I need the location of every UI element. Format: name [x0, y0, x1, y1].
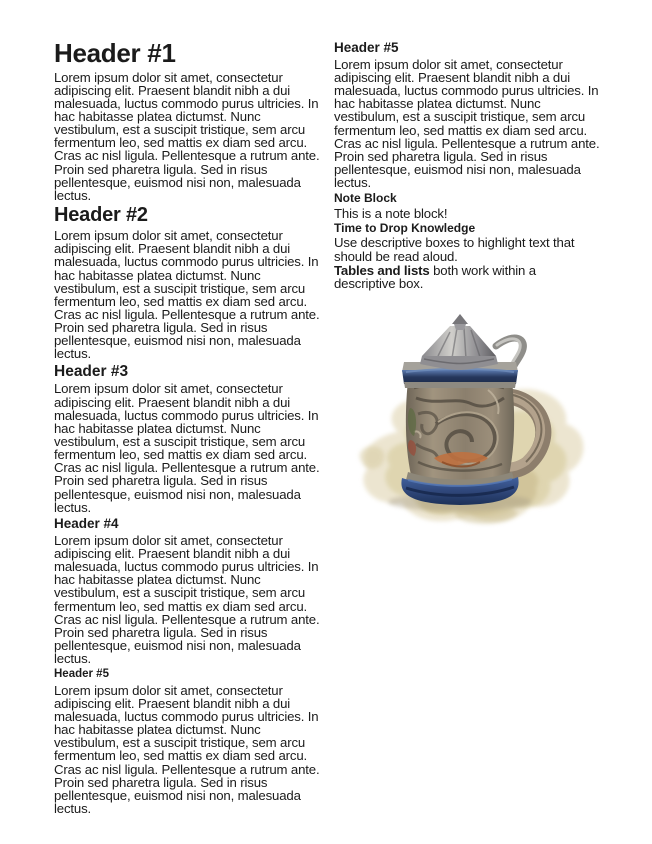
stein-body [406, 380, 514, 482]
tables-and-lists-line [334, 264, 600, 290]
knowledge-heading: Time to Drop Knowledge [334, 221, 476, 235]
header-5-title: Header #5 [54, 668, 109, 681]
right-header-paragraph: Lorem ipsum dolor sit amet, consectetur adipiscing elit. Praesent blandit nibh a dui malesuada, luctus commodo purus ultricies. In hac habitasse platea dictumst. Nunc vestibulum, est a suscipit tristique, sem arcu fermentum leo, sed mattis ex diam sed arcu. Cras ac nisl ligula. Pellentesque a rutrum ante. Proin sed pharetra ligula. Sed in risus pellentesque, euismod nisi non, malesuada lectus. [334, 56, 600, 191]
note-block-heading: Note Block [334, 191, 397, 206]
tables-and-lists-rest: both work within a descriptive box. [334, 262, 536, 291]
beer-stein-illustration [338, 312, 596, 539]
knowledge-section [334, 222, 600, 290]
header-1-title: Header #1 [54, 38, 176, 68]
lid-finial [452, 314, 468, 324]
tables-and-lists-bold: Tables and lists [334, 262, 430, 278]
knowledge-text: Use descriptive boxes to highlight text that should be read aloud. [334, 235, 575, 264]
right-column [334, 40, 600, 818]
right-header-title: Header #5 [334, 40, 399, 55]
header-4-paragraph: Lorem ipsum dolor sit amet, consectetur adipiscing elit. Praesent blandit nibh a dui malesuada, luctus commodo purus ultricies. In hac habitasse platea dictumst. Nunc vestibulum, est a suscipit tristique, sem arcu fermentum leo, sed mattis ex diam sed arcu. Cras ac nisl ligula. Pellentesque a rutrum ante. Proin sed pharetra ligula. Sed in risus pellentesque, euismod nisi non, malesuada lectus. [54, 532, 320, 667]
header-4-title: Header #4 [54, 515, 119, 531]
stein-lid [420, 314, 498, 370]
header-5-paragraph: Lorem ipsum dolor sit amet, consectetur adipiscing elit. Praesent blandit nibh a dui malesuada, luctus commodo purus ultricies. In hac habitasse platea dictumst. Nunc vestibulum, est a suscipit tristique, sem arcu fermentum leo, sed mattis ex diam sed arcu. Cras ac nisl ligula. Pellentesque a rutrum ante. Proin sed pharetra ligula. Sed in risus pellentesque, euismod nisi non, malesuada lectus. [54, 682, 320, 816]
section-header-1 [54, 40, 320, 202]
beer-stein-svg [338, 312, 596, 534]
header-2-paragraph: Lorem ipsum dolor sit amet, consectetur adipiscing elit. Praesent blandit nibh a dui malesuada, luctus commodo purus ultricies. In hac habitasse platea dictumst. Nunc vestibulum, est a suscipit tristique, sem arcu fermentum leo, sed mattis ex diam sed arcu. Cras ac nisl ligula. Pellentesque a rutrum ante. Proin sed pharetra ligula. Sed in risus pellentesque, euismod nisi non, malesuada lectus. [54, 228, 320, 362]
note-block-section [334, 192, 600, 220]
header-2-title: Header #2 [54, 204, 148, 227]
section-header-4 [54, 517, 320, 665]
header-3-title: Header #3 [54, 362, 129, 380]
header-3-paragraph: Lorem ipsum dolor sit amet, consectetur adipiscing elit. Praesent blandit nibh a dui malesuada, luctus commodo purus ultricies. In hac habitasse platea dictumst. Nunc vestibulum, est a suscipit tristique, sem arcu fermentum leo, sed mattis ex diam sed arcu. Cras ac nisl ligula. Pellentesque a rutrum ante. Proin sed pharetra ligula. Sed in risus pellentesque, euismod nisi non, malesuada lectus. [54, 381, 320, 515]
section-header-2 [54, 205, 320, 361]
header-1-paragraph: Lorem ipsum dolor sit amet, consectetur adipiscing elit. Praesent blandit nibh a dui malesuada, luctus commodo purus ultricies. In hac habitasse platea dictumst. Nunc vestibulum, est a suscipit tristique, sem arcu fermentum leo, sed mattis ex diam sed arcu. Cras ac nisl ligula. Pellentesque a rutrum ante. Proin sed pharetra ligula. Sed in risus pellentesque, euismod nisi non, malesuada lectus. [54, 69, 320, 203]
section-header-5-right [334, 41, 600, 189]
section-header-3 [54, 364, 320, 514]
section-header-5 [54, 668, 320, 815]
note-block-text: This is a note block! [334, 205, 448, 221]
two-column-layout [54, 40, 600, 818]
left-column [54, 40, 320, 818]
